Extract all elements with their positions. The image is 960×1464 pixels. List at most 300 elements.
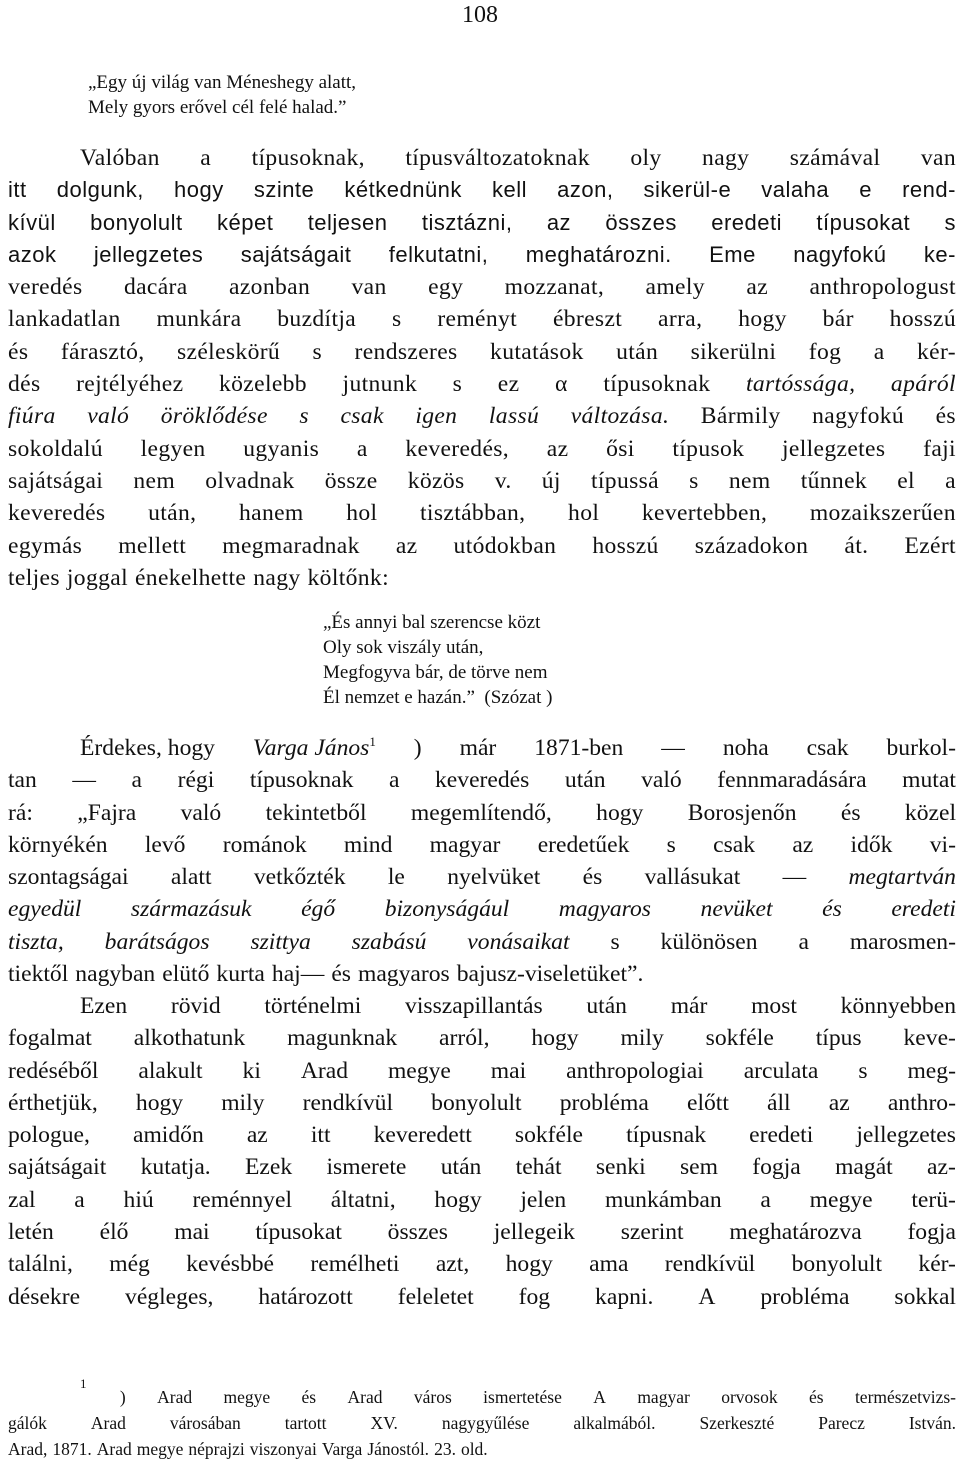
word: 1871-ben [534,735,624,761]
word: senki [595,1154,646,1181]
word: nagyfokú [793,241,887,267]
word: érthetjük, [8,1089,98,1116]
word: az [828,1089,850,1116]
word: munkámban [605,1186,722,1213]
word: hogy [505,1251,553,1278]
word: és [822,896,842,923]
word: orvosok [721,1387,778,1407]
word: amidőn [132,1122,204,1149]
paragraph-typology [8,142,956,594]
word: van [351,274,387,301]
word: fogalmat [8,1025,92,1052]
word: és [935,403,956,430]
word: hosszú [592,532,659,559]
word: rejtélyéhez [76,371,184,398]
word: tekintetből [265,799,367,826]
word: dacára [123,274,188,301]
word: amely [645,274,705,301]
word: hosszú [889,306,956,333]
word: jelen [520,1186,567,1213]
word: rá: [8,799,33,826]
word: ez [497,371,520,398]
word: feleletet [397,1283,474,1310]
word: nem [133,467,176,494]
word: határozott [258,1283,353,1310]
word: gálók [8,1413,47,1433]
word: eredeti [891,896,956,923]
word: oly [630,145,662,171]
word: s [452,371,463,398]
word: után [616,338,659,365]
word: e [859,177,872,203]
word: s [858,1057,868,1084]
word: ama [589,1251,629,1278]
szozat-verse [323,610,552,710]
word: v. [494,467,512,494]
word: olvadnak [205,467,295,494]
word: után, [148,500,197,527]
word: mai [174,1219,210,1246]
word: vallásukat [644,864,741,891]
text-line [8,1087,956,1119]
word: származásuk [130,896,252,923]
word: Arad [300,1057,348,1084]
word: és [808,1387,824,1407]
word: lassú [488,403,540,430]
verse-line: Megfogyva bár, de törve nem [323,662,548,683]
word: fog [518,1283,551,1310]
word: alakult [138,1057,203,1084]
word: égő [301,896,336,923]
word: való [87,403,130,430]
word: megye [223,1387,271,1407]
word: az [546,435,569,462]
word: ) [413,735,422,761]
word: burkol- [886,735,956,761]
word: — [782,864,807,891]
word: összes [387,1219,448,1246]
word: hogy [434,1186,482,1213]
word: közel [904,799,956,826]
text-line [8,861,956,893]
word: eredetűek [537,831,630,858]
word: bár [822,306,854,333]
word: a [200,145,212,171]
word: azt, [435,1251,470,1278]
word: szittya [250,928,311,955]
word: s [689,467,699,494]
word: kutatások [490,338,584,365]
word: szerint [620,1219,684,1246]
word: s [299,403,309,430]
word: magyar [429,831,501,858]
word: mutat [902,767,956,794]
text-line [8,1119,956,1151]
word: joggal [66,564,128,591]
word: hogy [596,799,644,826]
word: visszapillantás [405,993,543,1019]
page-number: 108 [462,2,498,28]
word: bonyolult [791,1251,883,1278]
word: rend- [902,177,956,203]
word: reményt [437,306,518,333]
word: hogy [738,306,787,333]
word: elütő [162,961,210,988]
word: magát [835,1154,893,1181]
word: való [641,767,682,794]
verse-line: Oly sok viszály után, [323,637,484,658]
word: a [131,767,143,794]
word: képet [217,209,274,235]
footnote [8,1376,956,1462]
word: Borosjenőn [687,799,797,826]
word: tan [8,767,37,794]
word: egymás [8,532,83,559]
word: igen [415,403,458,430]
author-name: Varga János$^1$ [252,734,376,761]
word: típus [815,1025,862,1052]
word: bonyolult [431,1089,522,1116]
word: öröklődése [160,403,268,430]
word: áll [767,1089,791,1116]
footnote-marker: 1 [80,1376,87,1391]
word: kétkednünk [344,177,462,203]
word: fog [808,338,842,365]
word: sem [679,1154,718,1181]
verse-line: „És annyi bal szerencse közt [323,612,541,633]
word: típussá [590,467,659,494]
word: le [387,864,405,891]
word: jellegeik [493,1219,575,1246]
word: egyedül [8,896,82,923]
word: szontagságai [8,864,129,891]
word: sikerül-e [643,177,732,203]
word: meghatározni. [525,241,672,267]
word: István. [908,1413,956,1433]
word: Jánostól. [367,1439,430,1459]
word: fiúra [8,403,56,430]
word: a [388,767,400,794]
word: nagy [253,564,301,591]
word: városában [169,1413,241,1433]
word: pologue, [8,1122,90,1149]
word: a [356,435,368,462]
word: szabású [351,928,427,955]
word: bizonyságául [384,896,510,923]
word: sokféle [705,1025,774,1052]
word: előtt [686,1089,729,1116]
word: levő [144,831,186,858]
verse-line: Él nemzet e hazán.” (Szózat ) [323,687,553,708]
word: vi- [929,831,956,858]
word: munkára [156,306,242,333]
verse-line: Mely gyors erővel cél felé halad.” [88,97,347,118]
word: s [944,209,956,235]
word: hogy [135,1089,184,1116]
word: néprajzi [188,1439,245,1459]
word: típusokat [255,1219,342,1246]
word: mind [343,831,393,858]
word: közös [407,467,465,494]
word: teljes [8,564,60,591]
word: és [301,1387,317,1407]
word: típusokat [816,209,911,235]
text-line [8,829,956,861]
word: anthropologust [809,274,956,301]
word: ugyanis [243,435,320,462]
word: eredeti [711,209,783,235]
word: hol [568,500,600,527]
word: régi [177,767,215,794]
word: probléma [760,1283,850,1310]
word: közelebb [219,371,307,398]
word: típusoknak [603,371,711,398]
word: magunknak [287,1025,398,1052]
word: ismerete [326,1154,407,1181]
word: marosmen- [849,928,956,955]
word: tűnnek [800,467,868,494]
word: kér- [916,338,956,365]
text-line [8,958,956,990]
word: rendkívül [664,1251,756,1278]
word: haj— [271,961,325,988]
paragraph-varga [8,732,956,990]
word: Szerkeszté [699,1413,775,1433]
word: nagygyűlése [441,1413,530,1433]
word: keveredés [8,500,106,527]
text-line [8,1151,956,1183]
word: viszonyai [249,1439,317,1459]
text-line [8,433,956,465]
word: Ezért [904,532,956,559]
word: Bármily [700,403,781,430]
word: kurta [216,961,265,988]
word: utódokban [453,532,557,559]
text-fragment: Érdekes, hogy [80,735,215,761]
word: költőnk: [307,564,389,591]
word: Parecz [818,1413,865,1433]
word: Eme [709,241,756,267]
word: megye [387,1057,451,1084]
word: fogja [907,1219,956,1246]
word: teljesen [307,209,388,235]
word: meg- [907,1057,956,1084]
word: kapni. [595,1283,654,1310]
word: sokkal [894,1283,956,1310]
word: valaha [761,177,830,203]
text-line [8,732,956,764]
word: ismertetése [483,1387,562,1407]
word: típusoknak [249,767,354,794]
text-line [8,1281,956,1313]
word: mily [620,1025,664,1052]
word: jutnunk [342,371,418,398]
text-line [8,1184,956,1216]
word: nagy [702,145,750,171]
word: s [610,928,620,955]
word: áltatni, [330,1186,396,1213]
footnote-line [8,1410,956,1436]
text-line [8,174,956,206]
word: már [459,735,497,761]
word: vonásaikat [467,928,570,955]
word: fennmaradására [717,767,867,794]
word: új [541,467,561,494]
word: tehát [515,1154,562,1181]
word: kutatja. [140,1154,211,1181]
text-line [8,207,956,239]
word: reménnyel [192,1186,293,1213]
word: Arad [347,1387,383,1407]
word: jellegzetes [782,435,886,462]
word: sokoldalú [8,435,103,462]
word: azonban [229,274,311,301]
word: zal [8,1186,36,1213]
footnote-ref: 1 [369,734,376,749]
word: való [180,799,222,826]
text-line [8,797,956,829]
word: faji [923,435,956,462]
word: vetkőzték [253,864,346,891]
word: azok [8,241,57,267]
word: tartóssága, [745,371,856,398]
word: az [395,532,418,559]
word: az [746,274,769,301]
word: énekelhette [134,564,247,591]
word: rövid [170,993,221,1019]
word: megye [809,1186,873,1213]
word: típusváltozatoknak [405,145,590,171]
word: old. [460,1439,488,1459]
word: s [666,831,676,858]
word: Arad [90,1413,126,1433]
word: a [798,928,809,955]
word: felkutatni, [388,241,489,267]
word: és [8,338,29,365]
word: és [331,961,351,988]
text-line [8,530,956,562]
word: különösen [660,928,758,955]
word: végleges, [125,1283,214,1310]
word: tisztázni, [421,209,513,235]
word: apáról [890,371,956,398]
word: egy [428,274,464,301]
word: keveredett [373,1122,472,1149]
word: magyaros [558,896,651,923]
word: típusoknak, [251,145,365,171]
word: ébreszt [552,306,623,333]
text-line [8,1248,956,1280]
text-line [8,368,956,400]
word: rendkívül [302,1089,394,1116]
word: bajusz-viseletüket”. [456,961,644,988]
word: csak [340,403,384,430]
word: alatt [170,864,212,891]
word: nyelvüket [447,864,541,891]
word: idők [850,831,893,858]
word: itt [310,1122,331,1149]
word: itt [8,177,27,203]
word: mily [221,1089,265,1116]
word: magyar [637,1387,690,1407]
word: magyaros [357,961,450,988]
word: remélheti [310,1251,400,1278]
word: széleskörű [176,338,281,365]
text-line [8,926,956,958]
word: csak [806,735,849,761]
word: Valóban [80,145,160,171]
word: nagyban [75,961,156,988]
word: eredeti [749,1122,814,1149]
text-line [8,893,956,925]
text-line [8,271,956,303]
text-line [8,400,956,432]
word: nem [728,467,771,494]
word: legyen [140,435,206,462]
word: A [593,1387,606,1407]
text-line [8,1022,956,1054]
word: 1871. [52,1439,92,1459]
word: A [698,1283,716,1310]
text-line [8,239,956,271]
word: sajátságait [8,1154,107,1181]
word: s [391,306,402,333]
text-line [8,764,956,796]
word: az- [927,1154,956,1181]
word: Ezek [245,1154,293,1181]
word: kevésbbé [186,1251,275,1278]
word: történelmi [264,993,362,1019]
word: s [312,338,323,365]
word: találni, [8,1251,73,1278]
text-line [8,1216,956,1248]
word: sikerülni [690,338,777,365]
word: után [586,993,627,1019]
word: tiszta, [8,928,64,955]
word: Arad [96,1439,132,1459]
word: probléma [559,1089,649,1116]
word: alkalmából. [573,1413,656,1433]
word: jellegzetes [93,241,204,267]
word: már [670,993,708,1019]
word: típusnak [626,1122,707,1149]
word: most [751,993,797,1019]
word: noha [722,735,769,761]
word: mai [490,1057,527,1084]
word: tisztábban, [420,500,526,527]
word: számával [789,145,881,171]
word: ősi [606,435,635,462]
text-line [8,562,956,594]
word: mozaikszerűen [809,500,956,527]
word: kér- [918,1251,956,1278]
word: ) [119,1387,126,1407]
word: jellegzetes [856,1122,956,1149]
word: és [582,864,603,891]
word: környékén [8,831,108,858]
word: fárasztó, [60,338,145,365]
word: szinte [253,177,315,203]
word: letén [8,1219,54,1246]
footnote-line [8,1436,956,1462]
word: hanem [238,500,304,527]
word: kívül [8,209,56,235]
word: bonyolult [90,209,183,235]
word: csak [713,831,756,858]
word: sajátságait [240,241,352,267]
word: sajátságai [8,467,104,494]
word: az [792,831,814,858]
